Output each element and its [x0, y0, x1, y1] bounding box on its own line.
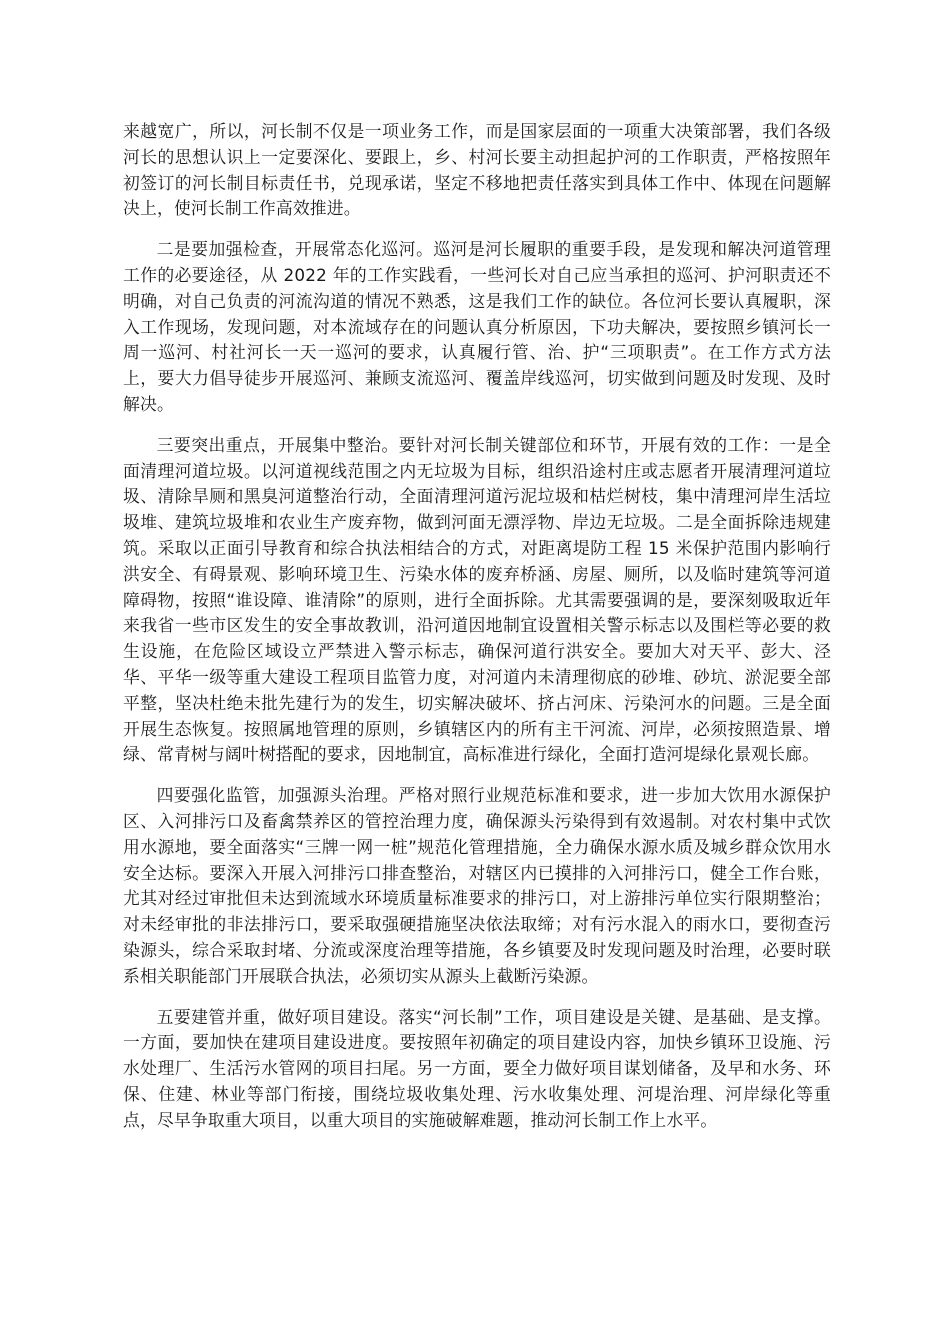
- paragraph-rectification: 三要突出重点，开展集中整治。要针对河长制关键部位和环节，开展有效的工作：一是全面清理河道垃圾。以河道视线范围之内无垃圾为目标，组织沿途村庄或志愿者开展清理河道垃圾、清除旱厕和黑臭河道整治行动，全面清理河道污泥垃圾和枯烂树枝，集中清理河岸生活垃圾堆、建筑垃圾堆和农业生产废弃物，做到河面无漂浮物、岸边无垃圾。二是全面拆除违规建筑。采取以正面引导教育和综合执法相结合的方式，对距离堤防工程 15 米保护范围内影响行洪安全、有碍景观、影响环境卫生、污染水体的废弃桥涵、房屋、厕所，以及临时建筑等河道障碍物，按照“谁设障、谁清除”的原则，进行全面拆除。尤其需要强调的是，要深刻吸取近年来我省一些市区发生的安全事故教训，沿河道因地制宜设置相关警示标志以及围栏等必要的救生设施，在危险区域设立严禁进入警示标志，确保河道行洪安全。要加大对天平、彭大、泾华、平华一级等重大建设工程项目监管力度，对河道内未清理彻底的砂堆、砂坑、淤泥要全部平整，坚决杜绝未批先建行为的发生，切实解决破坏、挤占河床、污染河水的问题。三是全面开展生态恢复。按照属地管理的原则，乡镇辖区内的所有主干河流、河岸，必须按照造景、增绿、常青树与阔叶树搭配的要求，因地制宜，高标准进行绿化，全面打造河堤绿化景观长廊。: [123, 434, 831, 765]
- paragraph-projects: 五要建管并重，做好项目建设。落实“河长制”工作，项目建设是关键、是基础、是支撑。一方面，要加快在建项目建设进度。要按照年初确定的项目建设内容，加快乡镇环卫设施、污水处理厂、生活污水管网的项目扫尾。另一方面，要全力做好项目谋划储备，及早和水务、环保、住建、林业等部门衔接，围绕垃圾收集处理、污水收集处理、河堤治理、河岸绿化等重点，尽早争取重大项目，以重大项目的实施破解难题，推动河长制工作上水平。: [123, 1006, 831, 1130]
- paragraph-patrol: 二是要加强检查，开展常态化巡河。巡河是河长履职的重要手段，是发现和解决河道管理工作的必要途径，从 2022 年的工作实践看，一些河长对自己应当承担的巡河、护河职责还不明确，对自己负责的河流沟道的情况不熟悉，这是我们工作的缺位。各位河长要认真履职，深入工作现场，发现问题，对本流域存在的问题认真分析原因，下功夫解决，要按照乡镇河长一周一巡河、村社河长一天一巡河的要求，认真履行管、治、护“三项职责”。在工作方式方法上，要大力倡导徒步开展巡河、兼顾支流巡河、覆盖岸线巡河，切实做到问题及时发现、及时解决。: [123, 239, 831, 414]
- paragraph-supervision: 四要强化监管，加强源头治理。严格对照行业规范标准和要求，进一步加大饮用水源保护区、入河排污口及畜禽禁养区的管控治理力度，确保源头污染得到有效遏制。对农村集中式饮用水源地，要全面落实“三牌一网一桩”规范化管理措施，全力确保水源水质及城乡群众饮用水安全达标。要深入开展入河排污口排查整治，对辖区内已摸排的入河排污口，健全工作台账，尤其对经过审批但未达到流域水环境质量标准要求的排污口，对上游排污单位实行限期整治；对未经审批的非法排污口，要采取强硬措施坚决依法取缔；对有污水混入的雨水口，要彻查污染源头，综合采取封堵、分流或深度治理等措施，各乡镇要及时发现问题及时治理，必要时联系相关职能部门开展联合执法，必须切实从源头上截断污染源。: [123, 785, 831, 986]
- document-body: [123, 119, 831, 1148]
- paragraph-continuation: 来越宽广，所以，河长制不仅是一项业务工作，而是国家层面的一项重大决策部署，我们各级河长的思想认识上一定要深化、要跟上，乡、村河长要主动担起护河的工作职责，严格按照年初签订的河长制目标责任书，兑现承诺，坚定不移地把责任落实到具体工作中、体现在问题解决上，使河长制工作高效推进。: [123, 121, 831, 219]
